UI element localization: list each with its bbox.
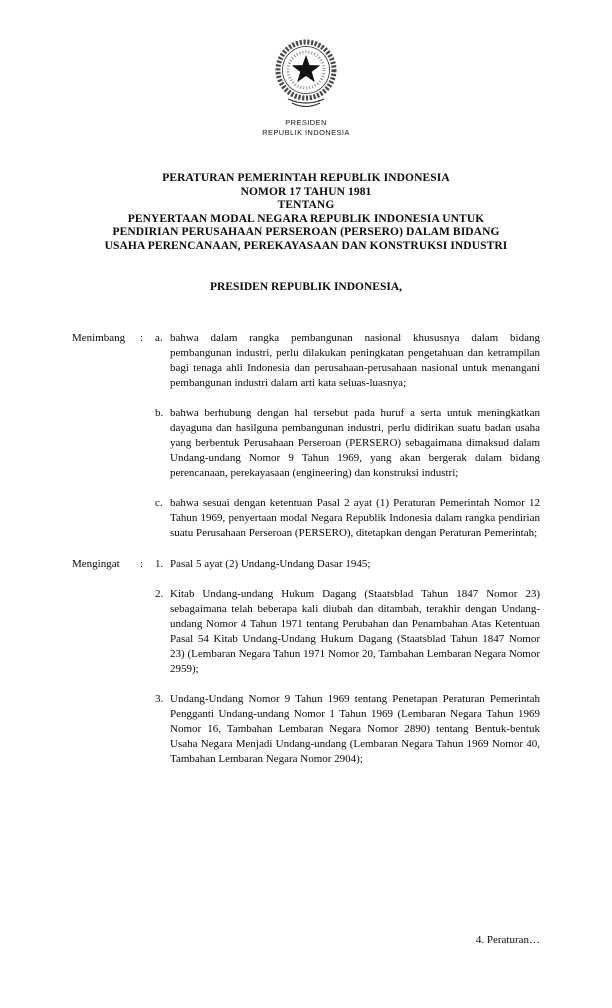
mengingat-items (155, 557, 540, 767)
clause-label-mengingat: Mengingat (72, 558, 120, 570)
title-line-subject-3: USAHA PERENCANAAN, PEREKAYASAAN DAN KONSTRUKSI INDUSTRI (104, 239, 508, 252)
letterhead (72, 36, 540, 138)
title-line-number: NOMOR 17 TAHUN 1981 (240, 185, 372, 198)
footer-catchword: 4. Peraturan… (475, 934, 540, 946)
item-text: Kitab Undang-undang Hukum Dagang (Staatsblad Tahun 1847 Nomor 23) sebagaimana telah beberapa kali diubah dan ditambah, terakhir dengan Undang-undang Nomor 4 Tahun 1971 tentang Perubahan dan Penambahan Atas Ketentuan Pasal 54 Kitab Undang-Undang Hukum Dagang (Staatsblad Tahun 1847 Nomor 23) (Lembaran Negara Tahun 1971 Nomor 20, Tambahan Lembaran Negara Nomor 2959); (170, 588, 540, 675)
title-line-regulation: PERATURAN PEMERINTAH REPUBLIK INDONESIA (162, 172, 450, 184)
title-block (72, 172, 540, 253)
item-marker: c. (155, 497, 163, 509)
list-item-menimbang-c (155, 496, 540, 541)
salutation: PRESIDEN REPUBLIK INDONESIA, (209, 281, 403, 293)
national-emblem-icon (264, 36, 348, 116)
item-text: bahwa berhubung dengan hal tersebut pada huruf a serta untuk meningkatkan dayaguna dan hasilguna pembangunan industri, perlu didirikan suatu badan usaha yang berbentuk Perusahaan Perseroan (PERSERO) sebagaimana dimaksud dalam Undang-undang Nomor 9 Tahun 1969, yang akan bergerak dalam bidang perencanaan, perekayasaan (engineering) dan konstruksi industri; (170, 407, 540, 479)
letterhead-presiden: PRESIDEN (285, 118, 327, 127)
title-line-subject-1: PENYERTAAN MODAL NEGARA REPUBLIK INDONESIA UNTUK (127, 212, 485, 225)
item-marker: b. (155, 407, 164, 419)
item-text: Undang-Undang Nomor 9 Tahun 1969 tentang Penetapan Peraturan Pemerintah Pengganti Undang-undang Nomor 1 Tahun 1969 (Lembaran Negara Tahun 1969 Nomor 16, Tambahan Lembaran Negara Nomor 2890) tentang Bentuk-bentuk Usaha Negara Menjadi Undang-undang (Lembaran Negara Tahun 1969 Nomor 40, Tambahan Lembaran Negara Nomor 2904); (170, 693, 540, 765)
item-text: bahwa sesuai dengan ketentuan Pasal 2 ayat (1) Peraturan Pemerintah Nomor 12 Tahun 1969, penyertaan modal Negara Republik Indonesia dalam rangka pendirian suatu Perusahaan Perseroan (PERSERO), ditetapkan dengan Peraturan Pemerintah; (170, 497, 540, 539)
list-item-mengingat-3 (155, 692, 540, 767)
item-marker: a. (155, 332, 163, 344)
document-body (72, 331, 540, 767)
item-marker: 2. (155, 588, 164, 600)
list-item-mengingat-1 (155, 557, 540, 572)
clause-menimbang (72, 331, 540, 541)
title-line-subject-2: PENDIRIAN PERUSAHAAN PERSEROAN (PERSERO) DALAM BIDANG (112, 226, 500, 238)
list-item-mengingat-2 (155, 587, 540, 677)
title-line-tentang: TENTANG (277, 199, 335, 211)
clause-colon: : (140, 332, 144, 344)
menimbang-items (155, 331, 540, 541)
clause-mengingat (72, 557, 540, 767)
item-text: bahwa dalam rangka pembangunan nasional khususnya dalam bidang pembangunan industri, perlu dilakukan peningkatan pengetahuan dan ketrampilan bagi tenaga ahli Indonesia dan perusahaan-perusahaan nasional untuk menangani pembangunan industri dalam arti kata seluas-luasnya; (170, 332, 540, 389)
item-text: Pasal 5 ayat (2) Undang-Undang Dasar 1945; (170, 558, 371, 570)
letterhead-republik-indonesia: REPUBLIK INDONESIA (262, 128, 350, 137)
clause-colon: : (140, 558, 144, 570)
clause-label-menimbang: Menimbang (72, 332, 126, 344)
item-marker: 3. (155, 693, 164, 705)
list-item-menimbang-a (155, 331, 540, 391)
item-marker: 1. (155, 558, 164, 570)
list-item-menimbang-b (155, 406, 540, 481)
